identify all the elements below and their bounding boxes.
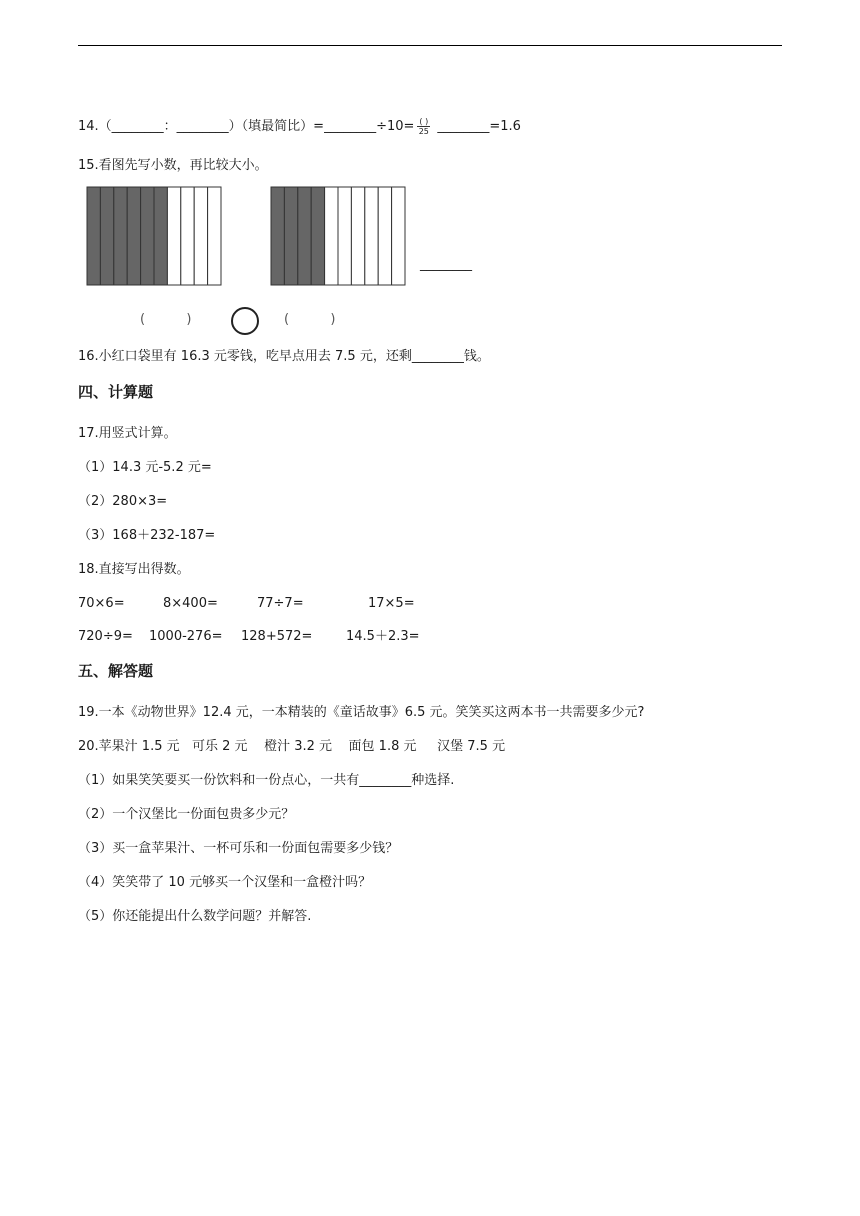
- mental-math-item: 720÷9=: [78, 629, 133, 644]
- fraction-numerator: ( ): [419, 117, 429, 126]
- empty-strip: [351, 187, 364, 285]
- empty-strip: [338, 187, 351, 285]
- mental-math-item: 1000-276=: [149, 629, 223, 644]
- empty-strip: [181, 187, 194, 285]
- fraction: [417, 117, 430, 136]
- shaded-strip: [284, 187, 297, 285]
- mental-math-item: 14.5＋2.3=: [346, 629, 420, 644]
- compare-circle: [229, 305, 261, 337]
- mental-math-item: 17×5=: [368, 596, 415, 611]
- shaded-strip: [114, 187, 127, 285]
- decimal-grid-figure-1: [86, 186, 222, 286]
- q20-item: （5）你还能提出什么数学问题？并解答.: [78, 909, 312, 924]
- shaded-strip: [311, 187, 324, 285]
- question-15: 15.看图先写小数，再比较大小。: [78, 158, 268, 173]
- fraction-denominator: 25: [418, 127, 429, 136]
- section-heading-5: 五、解答题: [78, 662, 154, 680]
- q14-suffix: ________=1.6: [437, 119, 521, 134]
- question-16: 16.小红口袋里有 16.3 元零钱，吃早点用去 7.5 元，还剩________钱。: [78, 349, 490, 364]
- question-18-title: 18.直接写出得数。: [78, 562, 190, 577]
- question-14: [78, 117, 521, 136]
- empty-strip: [378, 187, 391, 285]
- q17-item: （2）280×3=: [78, 494, 168, 509]
- decimal-grid-figure-2: [270, 186, 406, 286]
- q17-item: （1）14.3 元-5.2 元=: [78, 460, 212, 475]
- shaded-strip: [141, 187, 154, 285]
- question-17-title: 17.用竖式计算。: [78, 426, 177, 441]
- q20-item: （3）买一盒苹果汁、一杯可乐和一份面包需要多少钱？: [78, 841, 399, 856]
- paren-left: ( ): [140, 312, 192, 327]
- shaded-strip: [127, 187, 140, 285]
- paren-right: ( ): [284, 312, 336, 327]
- mental-math-item: 77÷7=: [257, 596, 304, 611]
- empty-strip: [208, 187, 221, 285]
- empty-strip: [392, 187, 405, 285]
- empty-strip: [194, 187, 207, 285]
- question-19: 19.一本《动物世界》12.4 元，一本精装的《童话故事》6.5 元。笑笑买这两本书一共需要多少元?: [78, 705, 645, 720]
- shaded-strip: [87, 187, 100, 285]
- empty-strip: [325, 187, 338, 285]
- q14-prefix: 14.（________：________）（填最简比）=________÷10=: [78, 119, 415, 134]
- mental-math-item: 70×6=: [78, 596, 125, 611]
- q20-item: （2）一个汉堡比一份面包贵多少元？: [78, 807, 295, 822]
- section-heading-4: 四、计算题: [78, 383, 154, 401]
- mental-math-item: 8×400=: [163, 596, 218, 611]
- empty-strip: [365, 187, 378, 285]
- empty-strip: [167, 187, 180, 285]
- question-20-title: 20.苹果汁 1.5 元 可乐 2 元 橙汁 3.2 元 面包 1.8 元 汉堡 7.5 元: [78, 739, 506, 754]
- q20-item: （4）笑笑带了 10 元够买一个汉堡和一盒橙汁吗？: [78, 875, 372, 890]
- q20-item: （1）如果笑笑要买一份饮料和一份点心，一共有________种选择.: [78, 773, 455, 788]
- shaded-strip: [271, 187, 284, 285]
- shaded-strip: [298, 187, 311, 285]
- header-rule: [78, 45, 782, 46]
- q17-item: （3）168＋232-187=: [78, 528, 216, 543]
- shaded-strip: [154, 187, 167, 285]
- mental-math-item: 128+572=: [241, 629, 313, 644]
- shaded-strip: [100, 187, 113, 285]
- answer-blank: ________: [420, 257, 472, 272]
